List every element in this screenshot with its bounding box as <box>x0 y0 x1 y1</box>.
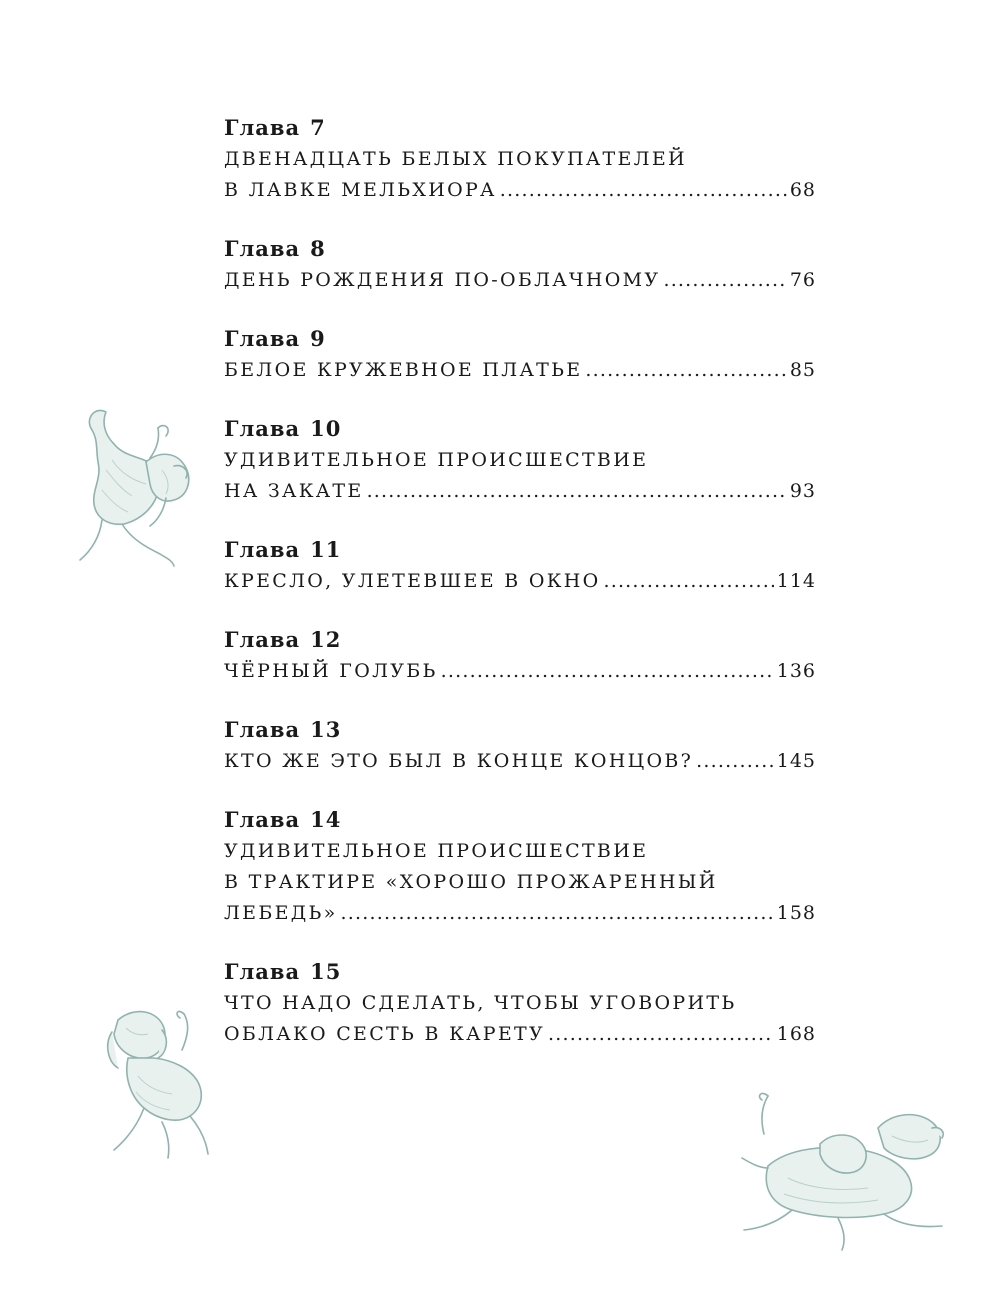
dot-leader <box>696 746 774 777</box>
chapter-number: 15 <box>310 959 342 984</box>
chapter-number: 7 <box>310 115 326 140</box>
chapter-number: 10 <box>310 416 342 441</box>
toc-entry[interactable] <box>224 534 816 597</box>
chapter-label <box>224 714 816 746</box>
chapter-title-line: УДИВИТЕЛЬНОЕ ПРОИСШЕСТВИЕ <box>224 840 649 862</box>
page-number: 68 <box>789 179 816 201</box>
chapter-title-last-line <box>224 265 816 296</box>
toc-entry[interactable] <box>224 624 816 687</box>
chapter-title-text: ОБЛАКО СЕСТЬ В КАРЕТУ <box>224 1023 546 1045</box>
toc-entry[interactable] <box>224 956 816 1050</box>
toc-entry[interactable] <box>224 714 816 777</box>
chapter-title-text: В ЛАВКЕ МЕЛЬХИОРА <box>224 179 497 201</box>
page-number: 93 <box>789 480 816 502</box>
page-number: 114 <box>776 570 816 592</box>
table-of-contents <box>224 112 816 1077</box>
dot-leader <box>500 175 787 206</box>
chapter-title-text: НА ЗАКАТЕ <box>224 480 364 502</box>
chapter-title-last-line <box>224 476 816 507</box>
chapter-label <box>224 112 816 144</box>
toc-entry[interactable] <box>224 323 816 386</box>
toc-entry[interactable] <box>224 804 816 929</box>
chapter-title-text: ЛЕБЕДЬ» <box>224 902 338 924</box>
chapter-title-text: ЧЁРНЫЙ ГОЛУБЬ <box>224 660 438 682</box>
chapter-word: Глава <box>224 326 301 351</box>
chapter-title-last-line <box>224 898 816 929</box>
page-number: 76 <box>789 269 816 291</box>
chapter-word: Глава <box>224 236 301 261</box>
chapter-word: Глава <box>224 537 301 562</box>
poodle-illustration-left-lower <box>78 1000 228 1180</box>
chapter-title-line: ДВЕНАДЦАТЬ БЕЛЫХ ПОКУПАТЕЛЕЙ <box>224 148 687 170</box>
dot-leader <box>367 476 787 507</box>
chapter-label <box>224 413 816 445</box>
dot-leader <box>548 1019 774 1050</box>
chapter-title-text: БЕЛОЕ КРУЖЕВНОЕ ПЛАТЬЕ <box>224 359 583 381</box>
dot-leader <box>603 566 773 597</box>
chapter-number: 12 <box>310 627 342 652</box>
page-number: 145 <box>776 750 816 772</box>
chapter-label <box>224 804 816 836</box>
chapter-title-line: УДИВИТЕЛЬНОЕ ПРОИСШЕСТВИЕ <box>224 449 649 471</box>
toc-entry[interactable] <box>224 112 816 206</box>
dot-leader <box>663 265 786 296</box>
chapter-title-text: КТО ЖЕ ЭТО БЫЛ В КОНЦЕ КОНЦОВ? <box>224 750 694 772</box>
chapter-title-text: КРЕСЛО, УЛЕТЕВШЕЕ В ОКНО <box>224 570 601 592</box>
page-number: 168 <box>776 1023 816 1045</box>
chapter-title-last-line <box>224 175 816 206</box>
chapter-title-last-line <box>224 656 816 687</box>
poodles-illustration-bottom-right <box>728 1088 976 1258</box>
chapter-word: Глава <box>224 115 301 140</box>
chapter-title-last-line <box>224 355 816 386</box>
chapter-number: 9 <box>310 326 326 351</box>
chapter-title-last-line <box>224 1019 816 1050</box>
chapter-label <box>224 534 816 566</box>
toc-entry[interactable] <box>224 413 816 507</box>
chapter-title-line: В ТРАКТИРЕ «ХОРОШО ПРОЖАРЕННЫЙ <box>224 871 718 893</box>
toc-entry[interactable] <box>224 233 816 296</box>
chapter-label <box>224 233 816 265</box>
chapter-title-line: ЧТО НАДО СДЕЛАТЬ, ЧТОБЫ УГОВОРИТЬ <box>224 992 737 1014</box>
chapter-title-last-line <box>224 746 816 777</box>
dot-leader <box>441 656 774 687</box>
chapter-word: Глава <box>224 627 301 652</box>
page-number: 158 <box>776 902 816 924</box>
chapter-label <box>224 956 816 988</box>
chapter-number: 13 <box>310 717 342 742</box>
chapter-number: 11 <box>310 537 342 562</box>
chapter-label <box>224 624 816 656</box>
chapter-number: 14 <box>310 807 342 832</box>
page-number: 136 <box>776 660 816 682</box>
chapter-title-last-line <box>224 566 816 597</box>
chapter-title-text: ДЕНЬ РОЖДЕНИЯ ПО-ОБЛАЧНОМУ <box>224 269 661 291</box>
poodle-illustration-left-upper <box>62 400 212 580</box>
chapter-word: Глава <box>224 717 301 742</box>
dot-leader <box>585 355 786 386</box>
page-number: 85 <box>789 359 816 381</box>
chapter-label <box>224 323 816 355</box>
chapter-number: 8 <box>310 236 326 261</box>
chapter-word: Глава <box>224 807 301 832</box>
dot-leader <box>341 898 774 929</box>
chapter-word: Глава <box>224 959 301 984</box>
chapter-word: Глава <box>224 416 301 441</box>
